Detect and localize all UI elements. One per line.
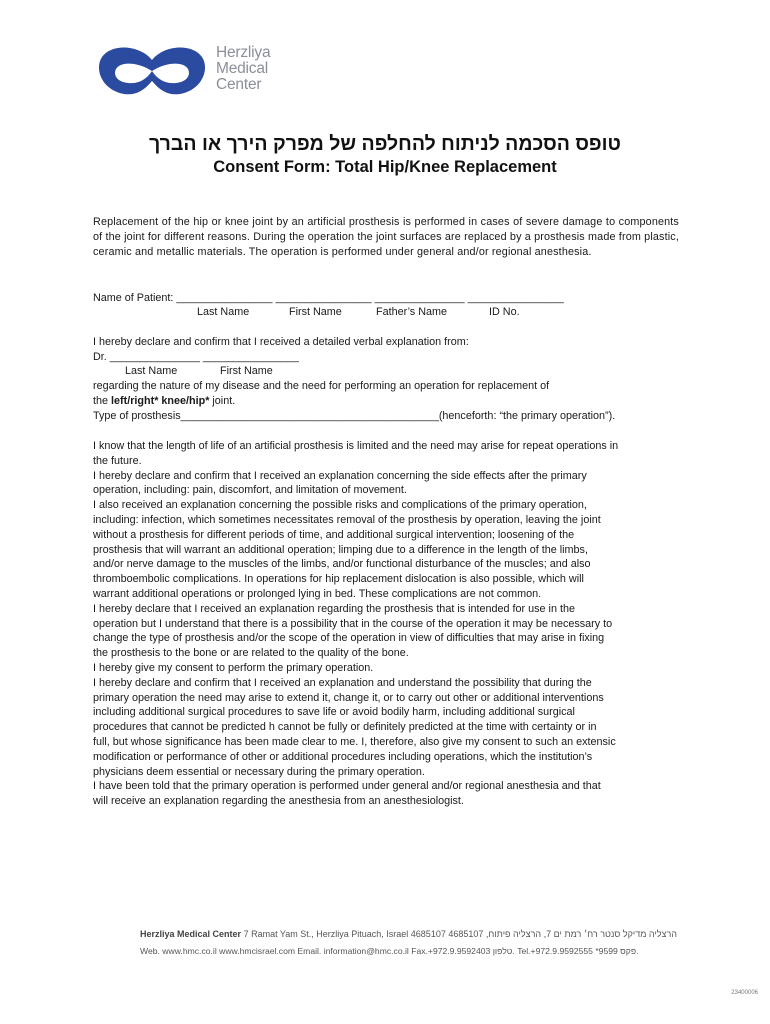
body-line: thromboembolic complications. In operations for hip replacement dislocation is also possible, which will [93,573,584,586]
declaration-line: I hereby declare and confirm that I received a detailed verbal explanation from: [93,336,469,348]
patient-first-name-label: First Name [289,306,342,318]
patient-id-label: ID No. [489,306,520,318]
title-english: Consent Form: Total Hip/Knee Replacement [213,158,557,176]
logo-text [216,45,270,93]
logo-mark-icon [96,42,208,100]
body-line: the future. [93,454,142,467]
regarding-line: regarding the nature of my disease and the need for performing an operation for replacement of [93,380,550,392]
joint-line [93,394,235,409]
joint-prefix: the [93,395,109,407]
intro-paragraph: Replacement of the hip or knee joint by an artificial prosthesis is performed in cases of severe damage to components of the joint for different reasons. During the operation the joint surfaces are replaced by a prosthesis made from plastic, ceramic and metallic materials. The operation is performed under general and/or regional anesthesia. [93,216,679,258]
footer-contact-he: .פקס Tel.+972.9.9592555 *9599 .טלפון [492,946,639,956]
body-line: prosthesis that will warrant an additional operation; limping due to a difference in the length of the limbs, [93,543,588,556]
body-line: and/or nerve damage to the muscles of the limbs, and/or functional disturbance of the muscles; and also [93,558,591,571]
hospital-logo [96,42,276,98]
footer-contact [140,946,639,956]
footer-contact-en: Web. www.hmc.co.il www.hmcisrael.com Email. information@hmc.co.il Fax.+972.9.9592403 [140,946,491,956]
body-line: I hereby declare that I received an explanation regarding the prosthesis that is intended for use in the [93,602,575,615]
body-line: I hereby give my consent to perform the primary operation. [93,661,374,674]
body-line: including additional surgical procedures to save life or avoid bodily harm, including additional surgical [93,706,575,719]
logo-line-3: Center [216,76,262,93]
footer-address [140,929,677,939]
body-line: the prosthesis to the bone or are related to the quality of the bone. [93,647,409,660]
body-line: full, but whose significance has been made clear to me. I, therefore, also give my consent to such an extensic [93,735,616,748]
footer-address-en: 7 Ramat Yam St., Herzliya Pituach, Israel 4685107 [243,929,446,939]
patient-last-name-label: Last Name [197,306,250,318]
body-line: change the type of prosthesis and/or the scope of the operation in view of difficulties that may arise in fixing [93,632,605,645]
form-code: 23400006 [731,990,758,996]
doctor-last-name-label: Last Name [125,365,178,377]
logo-line-2: Medical [216,60,269,77]
body-line: I hereby declare and confirm that I received an explanation concerning the side effects after the primary [93,469,587,482]
doctor-first-name-label: First Name [220,365,273,377]
body-line: operation, including: pain, discomfort, and limitation of movement. [93,484,407,497]
body-line: I know that the length of life of an artificial prosthesis is limited and the need may arise for repeat operations in [93,440,619,452]
body-line: operation but I understand that there is a possibility that in the course of the operation it may be necessary to [93,617,613,630]
footer-address-he: הרצליה מדיקל סנטר רח׳ רמת ים 7, הרצליה פיתוח, 4685107 [448,929,677,939]
joint-suffix: joint. [212,395,236,407]
body-line: will receive an explanation regarding the anesthesia from an anesthesiologist. [93,795,464,808]
body-line: without a prosthesis for different periods of time, and additional surgical intervention; loosening of the [93,528,575,541]
doctor-name-line: Dr. _______________ ________________ [93,351,299,363]
body-line: warrant additional operations or prolonged lying in bed. These complications are not common. [93,587,542,600]
patient-fathers-name-label: Father’s Name [376,306,448,318]
joint-selection: left/right* knee/hip* [111,395,210,407]
consent-body [93,439,688,809]
logo-line-1: Herzliya [216,44,271,61]
body-line: I hereby declare and confirm that I received an explanation and understand the possibility that during the [93,676,592,689]
body-line: procedures that cannot be predicted h cannot be fully or definitely predicted at the time with certainty or in [93,721,597,734]
body-line: I also received an explanation concerning the possible risks and complications of the primary operation, [93,499,587,512]
patient-name-line: Name of Patient: ________________ ________________ _______________ ________________ [93,292,564,304]
body-line: modification or performance of other or additional procedures including operations, which the institution’s [93,750,593,763]
body-line: primary operation the need may arise to extend it, change it, or to carry out other or additional interventions [93,691,604,704]
footer-org: Herzliya Medical Center [140,929,242,939]
body-line: including: infection, which sometimes necessitates removal of the prosthesis by operation, leaving the joint [93,513,601,526]
prosthesis-type-line: Type of prosthesis___________________________________________(henceforth: “the primary operation”). [93,410,616,422]
title-hebrew: טופס הסכמה לניתוח להחלפה של מפרק הירך או הברך [149,133,621,155]
body-line: I have been told that the primary operation is performed under general and/or regional anesthesia and that [93,780,601,793]
body-line: physicians deem essential or necessary during the primary operation. [93,765,425,778]
